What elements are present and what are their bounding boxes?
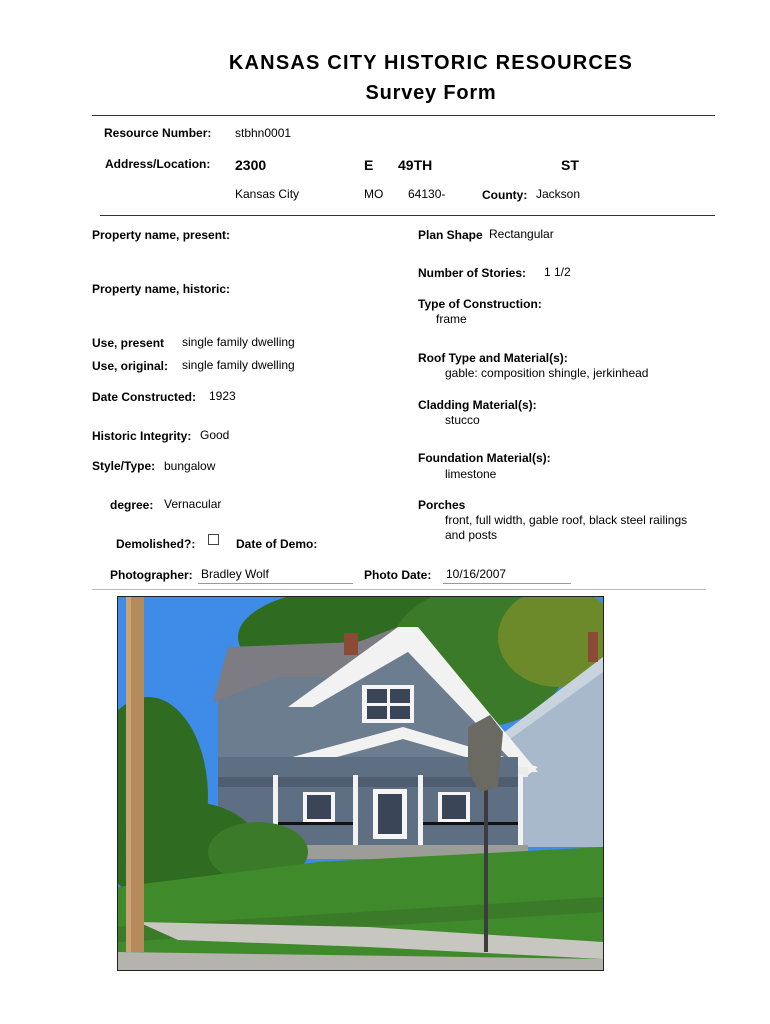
construction-type-value: frame xyxy=(436,312,467,326)
foundation-value: limestone xyxy=(445,467,497,481)
use-original-value: single family dwelling xyxy=(182,358,295,372)
use-present-label: Use, present xyxy=(92,336,165,350)
address-zip: 64130- xyxy=(408,187,446,201)
date-constructed-label: Date Constructed: xyxy=(92,390,197,404)
photographer-label: Photographer: xyxy=(110,568,193,582)
address-city: Kansas City xyxy=(235,187,300,201)
address-street: 49TH xyxy=(398,157,433,173)
resource-number-label: Resource Number: xyxy=(104,126,212,140)
historic-integrity-label: Historic Integrity: xyxy=(92,429,192,443)
property-name-present-label: Property name, present: xyxy=(92,228,231,242)
address-suffix: ST xyxy=(561,157,579,173)
form-subtitle: Survey Form xyxy=(365,82,497,104)
date-constructed-value: 1923 xyxy=(209,389,236,403)
county-value: Jackson xyxy=(536,187,581,201)
porches-label: Porches xyxy=(418,498,466,512)
porches-value-line1: front, full width, gable roof, black steel railings xyxy=(445,513,688,527)
address-label: Address/Location: xyxy=(105,157,211,171)
house-photo-illustration xyxy=(118,597,603,970)
header-divider xyxy=(92,115,715,116)
degree-label: degree: xyxy=(110,498,154,512)
photo-section-divider xyxy=(92,589,706,590)
photo-date-underline xyxy=(443,583,571,584)
form-title: KANSAS CITY HISTORIC RESOURCES xyxy=(228,52,634,74)
style-type-label: Style/Type: xyxy=(92,459,156,473)
county-label: County: xyxy=(482,188,528,202)
address-direction: E xyxy=(364,157,374,173)
cladding-label: Cladding Material(s): xyxy=(418,398,537,412)
plan-shape-label: Plan Shape xyxy=(418,228,483,242)
resource-number-value: stbhn0001 xyxy=(235,126,292,140)
style-type-value: bungalow xyxy=(164,459,216,473)
use-present-value: single family dwelling xyxy=(182,335,295,349)
number-of-stories-value: 1 1/2 xyxy=(544,265,571,279)
demolished-label: Demolished?: xyxy=(116,537,196,551)
number-of-stories-label: Number of Stories: xyxy=(418,266,527,280)
roof-type-label: Roof Type and Material(s): xyxy=(418,351,568,365)
construction-type-label: Type of Construction: xyxy=(418,297,542,311)
degree-value: Vernacular xyxy=(164,497,222,511)
foundation-label: Foundation Material(s): xyxy=(418,451,551,465)
plan-shape-value: Rectangular xyxy=(489,227,554,241)
cladding-value: stucco xyxy=(445,413,480,427)
roof-type-value: gable: composition shingle, jerkinhead xyxy=(445,366,649,380)
photographer-underline xyxy=(198,583,353,584)
demolished-checkbox[interactable] xyxy=(208,534,219,545)
property-name-historic-label: Property name, historic: xyxy=(92,282,231,296)
address-state: MO xyxy=(364,187,384,201)
date-of-demo-label: Date of Demo: xyxy=(236,537,318,551)
porches-value-line2: and posts xyxy=(445,528,498,542)
photo-date-label: Photo Date: xyxy=(364,568,432,582)
house-photograph xyxy=(117,596,604,971)
photographer-value: Bradley Wolf xyxy=(201,567,269,581)
photo-date-value: 10/16/2007 xyxy=(446,567,507,581)
historic-integrity-value: Good xyxy=(200,428,230,442)
address-divider xyxy=(100,215,715,216)
address-number: 2300 xyxy=(235,157,267,173)
use-original-label: Use, original: xyxy=(92,359,169,373)
